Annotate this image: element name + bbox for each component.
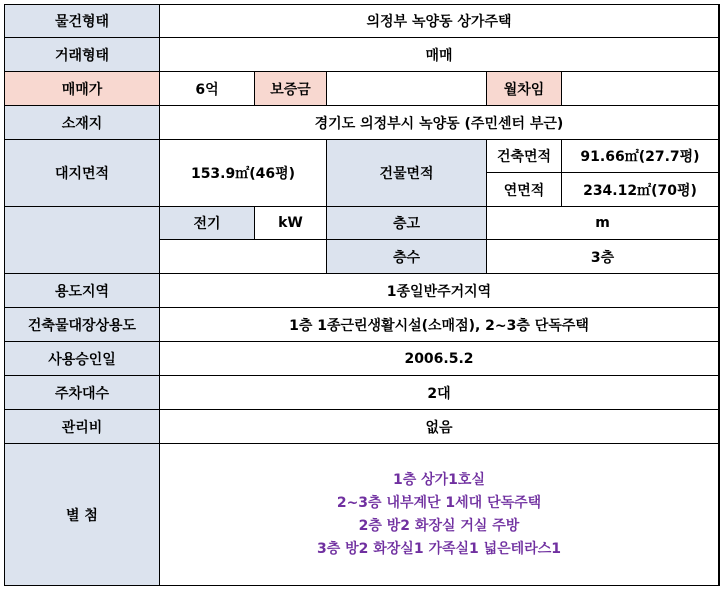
- row-trade-type: [5, 38, 719, 72]
- registered-use-value: 1층 1종근린생활시설(소매점), 2~3층 단독주택: [160, 308, 719, 342]
- electricity-blank: [160, 240, 327, 274]
- trade-type-value: 매매: [160, 38, 719, 72]
- floors-label: 층수: [327, 240, 487, 274]
- total-floor-area-label: 연면적: [487, 173, 562, 207]
- deposit-label: 보증금: [255, 72, 327, 106]
- zoning-value: 1종일반주거지역: [160, 274, 719, 308]
- trade-type-label: 거래형태: [5, 38, 160, 72]
- row-maintenance: [5, 410, 719, 444]
- building-area-label: 건물면적: [327, 140, 487, 207]
- zoning-label: 용도지역: [5, 274, 160, 308]
- notes-line: 2~3층 내부계단 1세대 단독주택: [336, 494, 542, 511]
- monthly-rent-value: [562, 72, 719, 106]
- row-area-top: [5, 140, 719, 173]
- maintenance-label: 관리비: [5, 410, 160, 444]
- row-registered-use: [5, 308, 719, 342]
- notes-line: 1층 상가1호실: [393, 471, 485, 488]
- parking-value: 2대: [160, 376, 719, 410]
- property-type-value: 의정부 녹양동 상가주택: [160, 5, 719, 38]
- notes-label: 별 첨: [5, 444, 160, 586]
- floors-value: 3층: [487, 240, 719, 274]
- row-notes: [5, 444, 719, 586]
- notes-line: 3층 방2 화장실1 가족실1 넓은테라스1: [316, 540, 561, 557]
- location-label: 소재지: [5, 106, 160, 140]
- building-coverage-label: 건축면적: [487, 140, 562, 173]
- monthly-rent-label: 월차임: [487, 72, 562, 106]
- approval-date-value: 2006.5.2: [160, 342, 719, 376]
- ceiling-height-label: 층고: [327, 207, 487, 240]
- total-floor-area-value: 234.12㎡(70평): [562, 173, 719, 207]
- electricity-value: kW: [255, 207, 327, 240]
- property-listing-table: [4, 4, 719, 586]
- property-type-label: 물건형태: [5, 5, 160, 38]
- electricity-label: 전기: [160, 207, 255, 240]
- land-area-label: 대지면적: [5, 140, 160, 207]
- row-property-type: [5, 5, 719, 38]
- sale-price-label: 매매가: [5, 72, 160, 106]
- building-coverage-value: 91.66㎡(27.7평): [562, 140, 719, 173]
- row-zoning: [5, 274, 719, 308]
- row-price: [5, 72, 719, 106]
- deposit-value: [327, 72, 487, 106]
- approval-date-label: 사용승인일: [5, 342, 160, 376]
- registered-use-label: 건축물대장상용도: [5, 308, 160, 342]
- sale-price-value: 6억: [160, 72, 255, 106]
- row-electric: [5, 207, 719, 240]
- row-approval-date: [5, 342, 719, 376]
- row-location: [5, 106, 719, 140]
- notes-content: [160, 444, 719, 586]
- row-parking: [5, 376, 719, 410]
- land-area-value: 153.9㎡(46평): [160, 140, 327, 207]
- ceiling-height-value: m: [487, 207, 719, 240]
- notes-line: 2층 방2 화장실 거실 주방: [358, 517, 520, 534]
- maintenance-value: 없음: [160, 410, 719, 444]
- parking-label: 주차대수: [5, 376, 160, 410]
- facility-blank-label: [5, 207, 160, 274]
- location-value: 경기도 의정부시 녹양동 (주민센터 부근): [160, 106, 719, 140]
